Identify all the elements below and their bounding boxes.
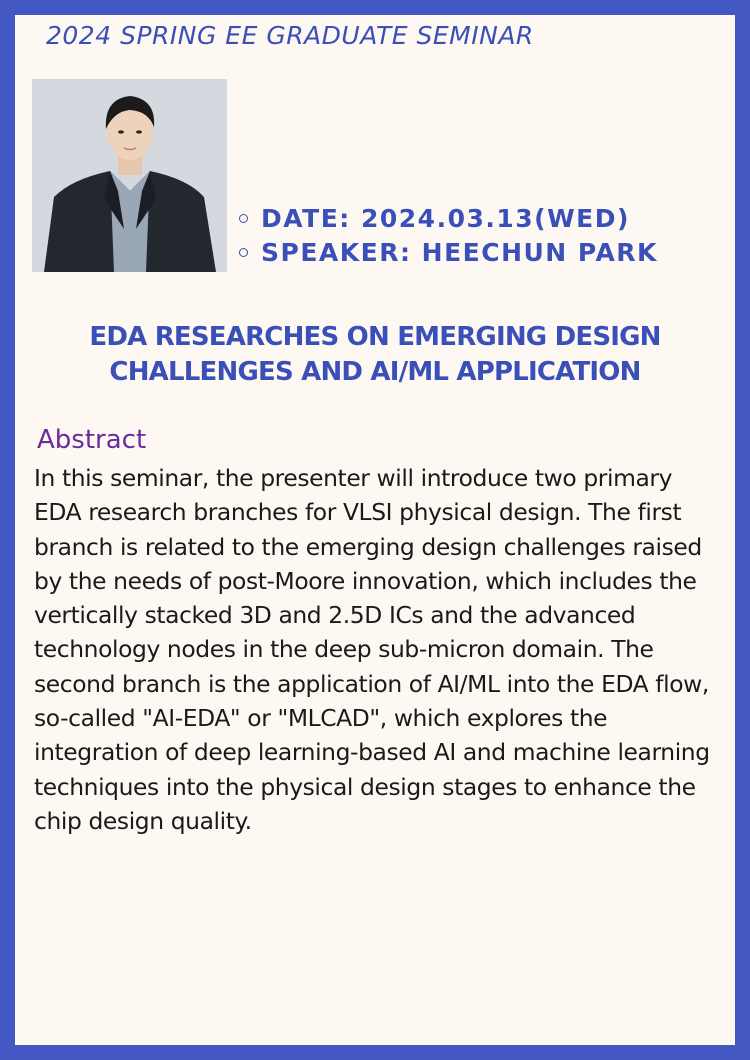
- speaker-photo: [32, 79, 227, 272]
- bullet-icon: [239, 248, 248, 257]
- seminar-poster: [15, 15, 735, 1045]
- speaker-item: [239, 235, 658, 269]
- abstract-body: In this seminar, the presenter will introduce two primary EDA research branches for VLSI physical design. The first branch is related to the emerging design challenges raised by the needs of post-Moore innovation, which includes the vertically stacked 3D and 2.5D ICs and the advanced technology nodes in the deep sub-micron domain. The second branch is the application of AI/ML into the EDA flow, so-called "AI-EDA" or "MLCAD", which explores the integration of deep learning-based AI and machine learning techniques into the physical design stages to enhance the chip design quality.: [34, 464, 710, 835]
- bullet-icon: [239, 214, 248, 223]
- talk-title: EDA RESEARCHES ON EMERGING DESIGN CHALLENGES AND AI/ML APPLICATION: [89, 322, 661, 387]
- abstract-heading: Abstract: [37, 425, 147, 455]
- speaker-text: SPEAKER: HEECHUN PARK: [261, 237, 658, 267]
- date-item: [239, 201, 658, 235]
- seminar-info-list: [239, 201, 658, 269]
- date-text: DATE: 2024.03.13(WED): [261, 203, 630, 233]
- series-title: 2024 SPRING EE GRADUATE SEMINAR: [46, 21, 534, 50]
